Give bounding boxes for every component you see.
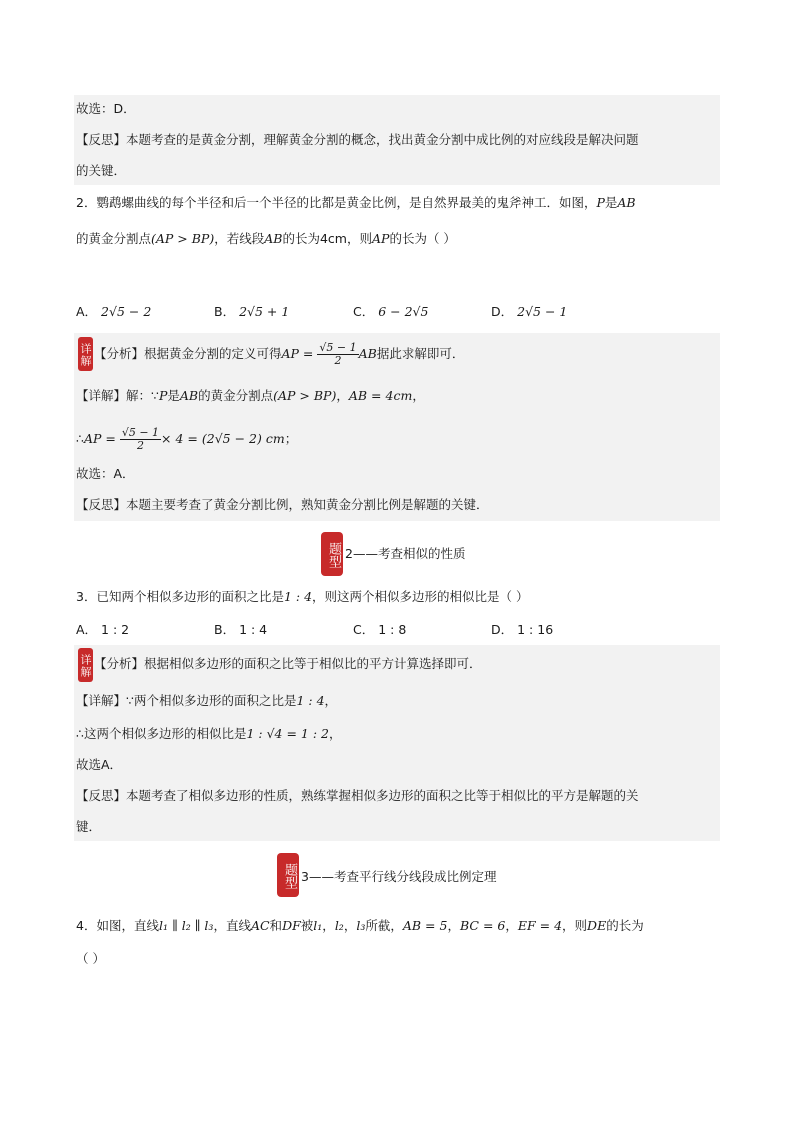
section-2-title: 2——考查相似的性质 <box>345 546 466 561</box>
q1-reflection-line2: 的关键． <box>76 163 127 178</box>
detail-stamp-icon: 详解 <box>78 648 93 682</box>
q3-option-c: C． 1 : 8 <box>353 622 407 637</box>
q3-option-b: B． 1 : 4 <box>214 622 268 637</box>
q3-stem: 3．已知两个相似多边形的面积之比是1 : 4，则这两个相似多边形的相似比是（ ） <box>76 589 529 604</box>
q2-option-c: C． 6 − 2√5 <box>353 304 429 319</box>
q4-stem-line1: 4．如图，直线l₁ ∥ l₂ ∥ l₃，直线AC和DF被l₁，l₂，l₃所截，AB = 5，BC = 6，EF = 4，则DE的长为 <box>76 918 644 933</box>
detail-stamp-icon: 详解 <box>78 337 93 371</box>
q2-stem-line2: 的黄金分割点(AP > BP)，若线段AB的长为4cm，则AP的长为（ ） <box>76 231 456 246</box>
q2-reflection: 【反思】本题主要考查了黄金分割比例，熟知黄金分割比例是解题的关键． <box>76 497 489 512</box>
q2-option-d: D． 2√5 − 1 <box>491 304 568 319</box>
q1-answer: 故选：D． <box>76 101 136 116</box>
q1-reflection-line1: 【反思】本题考查的是黄金分割，理解黄金分割的概念，找出黄金分割中成比例的对应线段是解决问题 <box>76 132 639 147</box>
q2-analysis: 【分析】根据黄金分割的定义可得AP = $\frac{√5 - 1}{2}$ AB据此求解即可． <box>94 341 465 367</box>
q2-detail: 【详解】解：∵P是AB的黄金分割点(AP > BP)，AB = 4cm， <box>76 388 425 403</box>
calc-fraction: $\frac{√5 - 1}{2}$ <box>121 426 160 452</box>
q3-calculation: ∴这两个相似多边形的相似比是1 : √4 = 1 : 2， <box>76 726 342 741</box>
q3-reflection-line2: 键． <box>76 819 102 834</box>
q2-option-a: A． 2√5 − 2 <box>76 304 152 319</box>
section-type-stamp-icon: 题型 <box>321 532 343 576</box>
solution-block-3 <box>74 645 720 841</box>
section-type-stamp-icon: 题型 <box>277 853 299 897</box>
q4-stem-line2: （ ） <box>76 951 105 966</box>
q2-answer: 故选：A． <box>76 466 135 481</box>
section-3-title: 3——考查平行线分线段成比例定理 <box>301 869 497 884</box>
q3-detail: 【详解】∵两个相似多边形的面积之比是1 : 4， <box>76 693 338 708</box>
q3-analysis: 【分析】根据相似多边形的面积之比等于相似比的平方计算选择即可． <box>94 656 482 671</box>
q3-option-a: A． 1 : 2 <box>76 622 130 637</box>
q2-calculation: ∴AP = $\frac{√5 - 1}{2}$ × 4 = (2√5 − 2) cm； <box>76 426 298 452</box>
q3-option-d: D． 1 : 16 <box>491 622 554 637</box>
golden-ratio-fraction: $\frac{√5 - 1}{2}$ <box>319 341 357 367</box>
q3-reflection-line1: 【反思】本题考查了相似多边形的性质，熟练掌握相似多边形的面积之比等于相似比的平方是解题的关 <box>76 788 639 803</box>
q2-option-b: B． 2√5 + 1 <box>214 304 290 319</box>
q3-answer: 故选A． <box>76 757 123 772</box>
q2-stem-line1: 2．鹦鹉螺曲线的每个半径和后一个半径的比都是黄金比例，是自然界最美的鬼斧神工．如图，P是AB <box>76 195 636 210</box>
